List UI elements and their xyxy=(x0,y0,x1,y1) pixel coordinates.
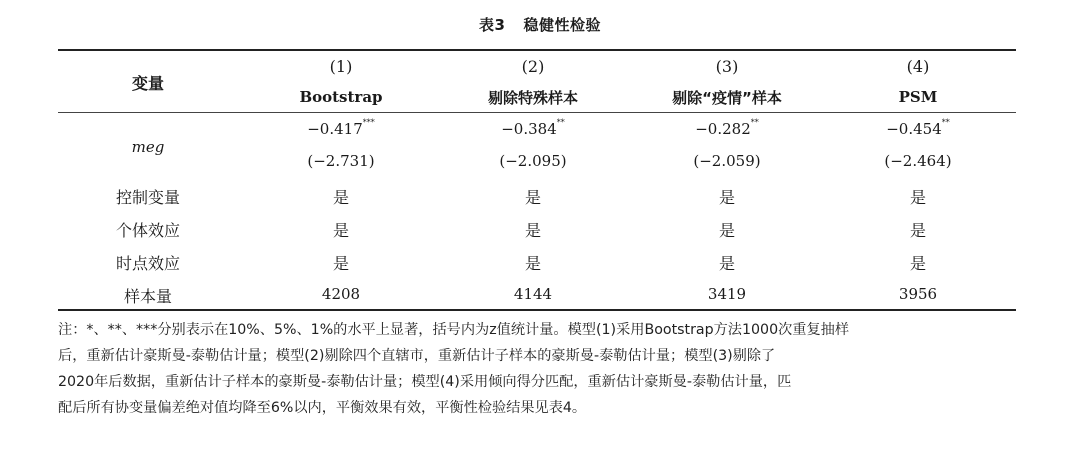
table-cell: 是 xyxy=(524,221,542,240)
table-cell: 是 xyxy=(909,254,927,273)
col-num-3: (3) xyxy=(715,57,739,76)
meg-coef-4: −0.454** xyxy=(886,118,950,138)
table-cell: 是 xyxy=(332,188,350,207)
table-cell: 是 xyxy=(909,188,927,207)
table-cell: 是 xyxy=(718,188,736,207)
row-label-time-effect: 时点效应 xyxy=(115,254,181,273)
table-caption: 稳健性检验 xyxy=(523,16,601,34)
table-cell: 是 xyxy=(332,221,350,240)
significance-stars: ** xyxy=(556,118,565,127)
table-cell: 是 xyxy=(718,221,736,240)
col-num-1: (1) xyxy=(329,57,353,76)
table-cell: 是 xyxy=(909,221,927,240)
col-label-3: 剔除“疫情”样本 xyxy=(672,89,782,107)
table-cell: 4208 xyxy=(321,285,361,303)
meg-z-4: (−2.464) xyxy=(884,152,952,170)
col-num-2: (2) xyxy=(521,57,545,76)
note-line: 后，重新估计豪斯曼-泰勒估计量；模型(2)剔除四个直辖市，重新估计子样本的豪斯曼-泰勒估计量；模型(3)剔除了 xyxy=(58,348,776,364)
meg-label: meg xyxy=(131,138,165,156)
table-cell: 3956 xyxy=(898,285,938,303)
note-line: 配后所有协变量偏差绝对值均降至6%以内，平衡效果有效，平衡性检验结果见表4。 xyxy=(58,400,587,416)
meg-coef-2: −0.384** xyxy=(501,118,565,138)
note-line: 注：*、**、***分别表示在10%、5%、1%的水平上显著，括号内为z值统计量。模型(1)采用Bootstrap方法1000次重复抽样 xyxy=(58,322,850,338)
row-label-sample-size: 样本量 xyxy=(123,287,173,306)
table-cell: 3419 xyxy=(707,285,747,303)
meg-z-3: (−2.059) xyxy=(693,152,761,170)
row-label-controls: 控制变量 xyxy=(115,188,181,207)
table-cell: 4144 xyxy=(513,285,553,303)
table-cell: 是 xyxy=(524,254,542,273)
significance-stars: *** xyxy=(362,118,375,127)
table-cell: 是 xyxy=(524,188,542,207)
meg-z-2: (−2.095) xyxy=(499,152,567,170)
col-num-4: (4) xyxy=(906,57,930,76)
significance-stars: ** xyxy=(750,118,759,127)
row-header-label: 变量 xyxy=(131,74,165,93)
table-number: 表3 xyxy=(479,16,506,34)
meg-coef-3: −0.282** xyxy=(695,118,759,138)
meg-z-1: (−2.731) xyxy=(307,152,375,170)
table-cell: 是 xyxy=(332,254,350,273)
meg-coef-1: −0.417*** xyxy=(307,118,375,138)
col-label-1: Bootstrap xyxy=(299,88,383,106)
bottom-rule xyxy=(58,309,1016,311)
significance-stars: ** xyxy=(941,118,950,127)
table-cell: 是 xyxy=(718,254,736,273)
note-line: 2020年后数据，重新估计子样本的豪斯曼-泰勒估计量；模型(4)采用倾向得分匹配，重新估计豪斯曼-泰勒估计量，匹 xyxy=(58,374,792,390)
row-label-individual-effect: 个体效应 xyxy=(115,221,181,240)
table-note xyxy=(58,317,1023,421)
col-label-2: 剔除特殊样本 xyxy=(487,89,579,107)
top-rule xyxy=(58,49,1016,51)
header-rule xyxy=(58,112,1016,113)
table-title xyxy=(0,14,1080,35)
col-label-4: PSM xyxy=(898,88,938,106)
